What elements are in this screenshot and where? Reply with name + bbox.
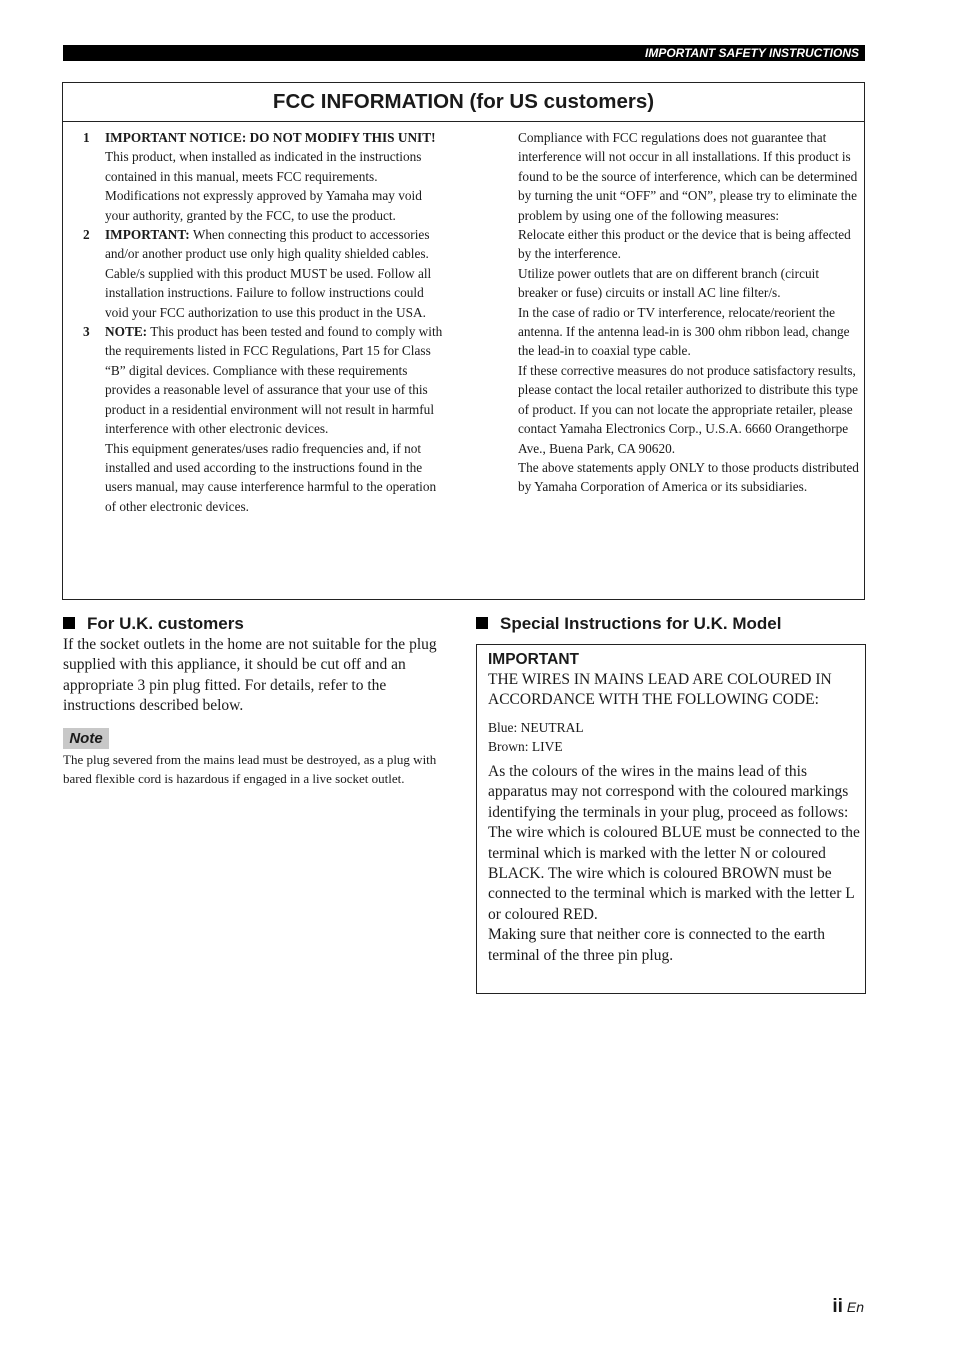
measure-antenna: In the case of radio or TV interference, relocate/reorient the antenna. If the antenna lead-in is 300 ohm ribbon lead, change the lead-in to coaxial type cable. xyxy=(518,304,850,359)
page-number xyxy=(832,1296,864,1318)
item-text: This product, when installed as indicated in the instructions contained in this manual, meets FCC requirements. Modifications not expressly approved by Yamaha may void your authority, granted by the FCC, to use the product. xyxy=(105,149,422,223)
special-instructions-heading xyxy=(476,614,781,634)
square-bullet-icon xyxy=(476,617,488,629)
item-number: 2 xyxy=(83,227,90,243)
language-code: En xyxy=(846,1299,864,1315)
item-extra-text: This equipment generates/uses radio frequencies and, if not installed and used according to the instructions found in the users manual, may cause interference harmful to the operation of other electronic devices. xyxy=(105,440,437,514)
item-lead: IMPORTANT NOTICE: DO NOT MODIFY THIS UNIT! xyxy=(105,130,436,145)
fcc-title: FCC INFORMATION (for US customers) xyxy=(63,83,864,122)
fcc-information-box xyxy=(62,82,865,600)
measure-relocate: Relocate either this product or the device that is being affected by the interference. xyxy=(518,227,851,262)
wiring-paragraph: As the colours of the wires in the mains lead of this apparatus may not correspond with the coloured markings identifying the terminals in your plug, proceed as follows: xyxy=(488,763,849,821)
wiring-paragraph: Making sure that neither core is connected to the earth terminal of the three pin plug. xyxy=(488,926,825,964)
item-text: When connecting this product to accessories and/or another product use only high quality shielded cables. Cable/s supplied with this product MUST be used. Follow all installation instructions. Failure to follow instructions could void your FCC authorization to use this product in the USA. xyxy=(105,227,432,320)
item-lead: NOTE: xyxy=(105,324,148,340)
heading-text: For U.K. customers xyxy=(87,614,244,633)
compliance-paragraph: Compliance with FCC regulations does not guarantee that interference will not occur in all installations. If this product is found to be the source of interference, which can be determined by turning the unit “OFF” and “ON”, please try to eliminate the problem by using one of the following measures: xyxy=(518,130,858,223)
header-bar xyxy=(63,45,865,61)
contact-retailer-paragraph: If these corrective measures do not produce satisfactory results, please contact the local retailer authorized to distribute this type of product. If you can not locate the appropriate retailer, please contact Yamaha Electronics Corp., U.S.A. 6660 Orangethorpe Ave., Buena Park, CA 90620. xyxy=(518,362,859,456)
special-instructions-box xyxy=(476,644,866,994)
blue-wire-label: Blue: NEUTRAL xyxy=(488,720,584,735)
section-title: IMPORTANT SAFETY INSTRUCTIONS xyxy=(644,46,859,60)
square-bullet-icon xyxy=(63,617,75,629)
item-text: This product has been tested and found to comply with the requirements listed in FCC Regulations, Part 15 for Class “B” digital devices. Compliance with these requirements provides a reasonable level of assurance that your use of this product in a residential environment will not result in harmful interference with other electronic devices. xyxy=(105,324,443,437)
brown-wire-label: Brown: LIVE xyxy=(488,738,563,754)
fcc-compliance-text xyxy=(518,128,860,497)
statements-scope-paragraph: The above statements apply ONLY to those products distributed by Yamaha Corporation of America or its subsidiaries. xyxy=(518,459,859,495)
wiring-instructions xyxy=(488,762,860,966)
fcc-numbered-list xyxy=(83,128,443,516)
item-number: 1 xyxy=(83,130,90,145)
important-label: IMPORTANT xyxy=(488,651,579,668)
fcc-item-2 xyxy=(83,225,443,322)
fcc-item-1 xyxy=(83,128,443,225)
item-number: 3 xyxy=(83,324,90,340)
note-text: The plug severed from the mains lead must be destroyed, as a plug with bared flexible cord is hazardous if engaged in a live socket outlet. xyxy=(63,752,437,786)
measure-power-outlets: Utilize power outlets that are on different branch (circuit breaker or fuse) circuits or install AC line filter/s. xyxy=(518,265,820,301)
uk-customers-body: If the socket outlets in the home are not suitable for the plug supplied with this appliance, it should be cut off and an appropriate 3 pin plug fitted. For details, refer to the instructions described below. xyxy=(63,636,437,715)
note-label: Note xyxy=(63,728,109,749)
fcc-item-3 xyxy=(83,322,443,516)
wire-colour-list xyxy=(488,719,860,756)
uk-customers-heading xyxy=(63,614,244,634)
page-index: ii xyxy=(832,1296,843,1317)
heading-text: Special Instructions for U.K. Model xyxy=(500,614,782,633)
item-lead: IMPORTANT: xyxy=(105,227,190,243)
wiring-paragraph: The wire which is coloured BLUE must be connected to the terminal which is marked with the letter N or coloured BLACK. The wire which is coloured BROWN must be connected to the terminal which is marked with the letter L or coloured RED. xyxy=(488,824,860,923)
wire-colour-code-statement: THE WIRES IN MAINS LEAD ARE COLOURED IN ACCORDANCE WITH THE FOLLOWING CODE: xyxy=(488,671,832,709)
